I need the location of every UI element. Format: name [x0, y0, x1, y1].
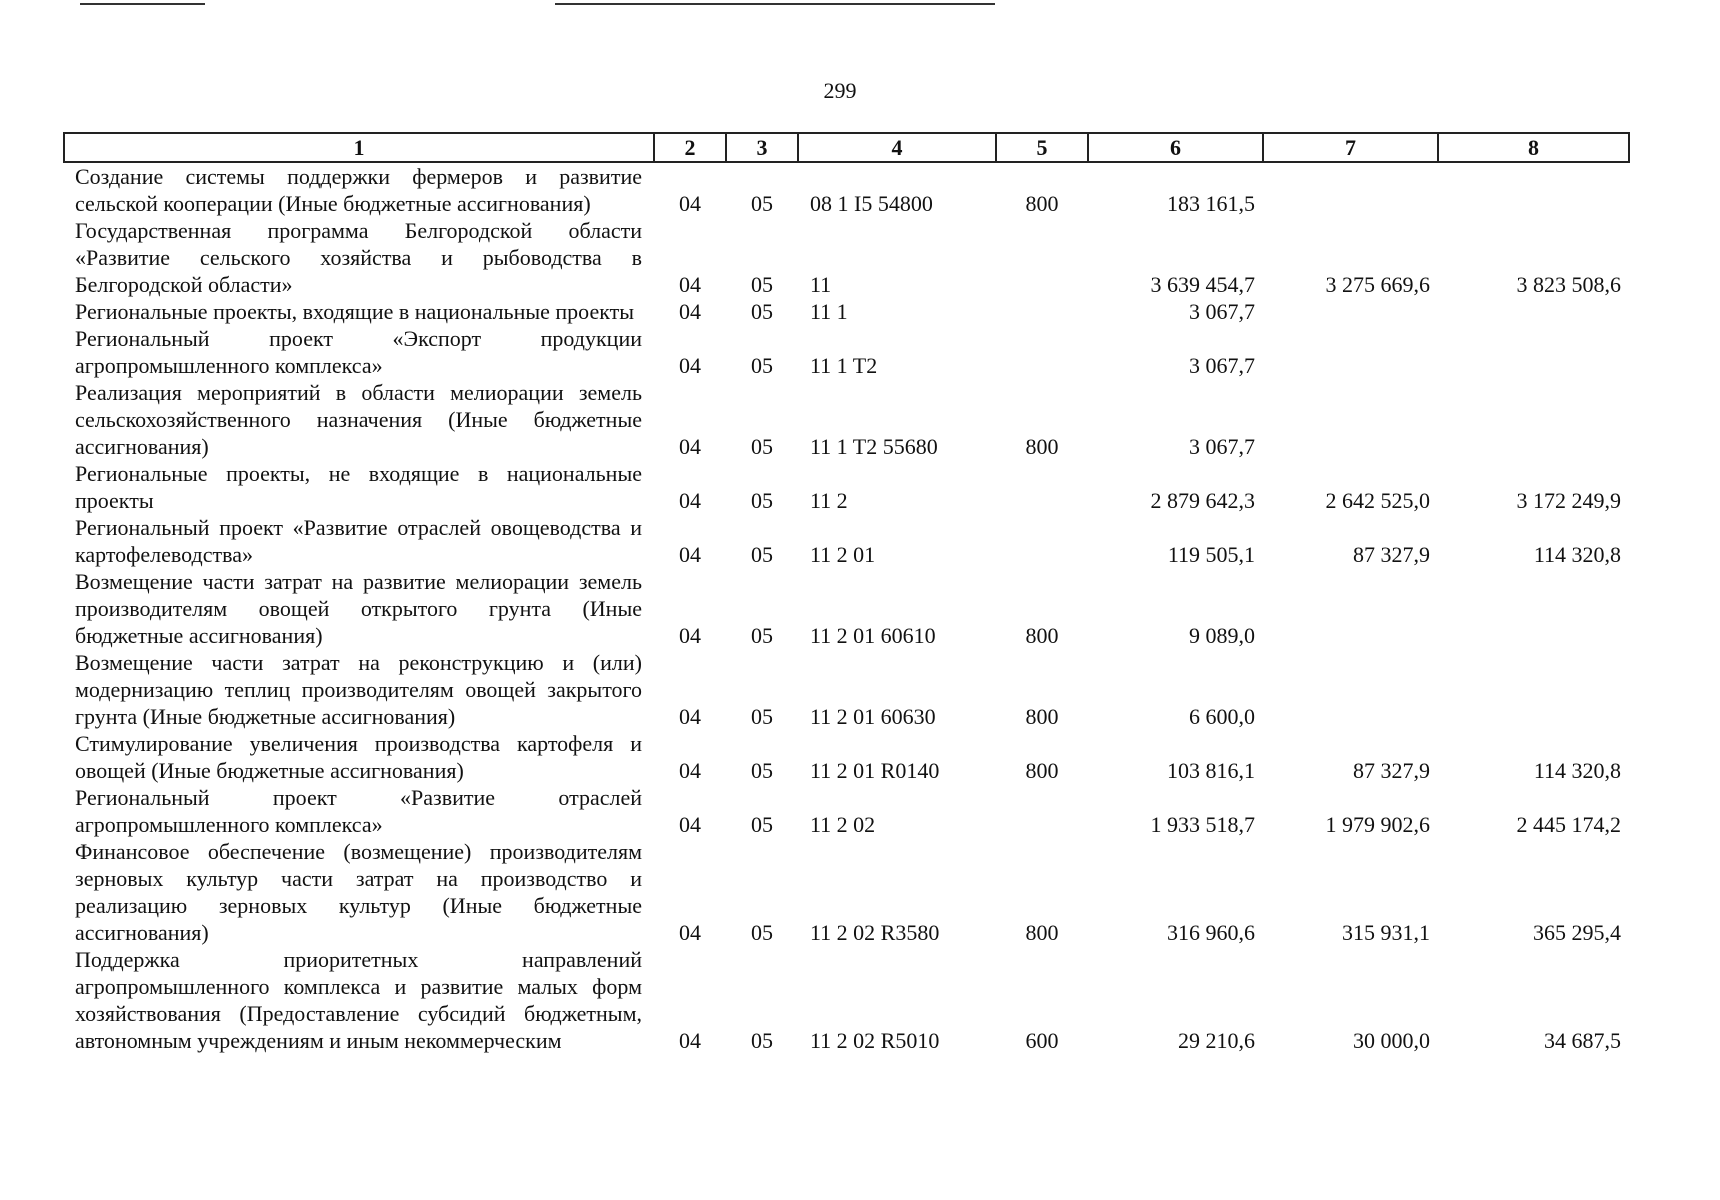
row-section: 04: [679, 488, 701, 513]
row-subsection: 05: [751, 920, 773, 945]
row-value-col6: 103 816,1: [1167, 758, 1255, 783]
header-col-3: 3: [726, 133, 798, 162]
row-code: 11 1 T2: [810, 353, 878, 378]
table-row: [64, 460, 1629, 514]
row-value-col7: 315 931,1: [1342, 920, 1430, 945]
row-section: 04: [679, 434, 701, 459]
row-value-col6: 3 067,7: [1189, 299, 1255, 324]
header-row: [64, 133, 1629, 162]
row-code: 11 2 01 R0140: [810, 758, 940, 783]
row-activity: 800: [1025, 704, 1059, 729]
row-value-col7: [1263, 568, 1438, 649]
row-code: 08 1 I5 54800: [810, 191, 933, 216]
table-row: [64, 784, 1629, 838]
row-name: Региональный проект «Развитие отраслей овощеводства и картофелеводства»: [75, 515, 642, 567]
row-value-col8: 3 172 249,9: [1516, 488, 1621, 513]
row-code: 11 2 01: [810, 542, 876, 567]
row-name: Стимулирование увеличения производства картофеля и овощей (Иные бюджетные ассигнования): [75, 731, 642, 783]
row-section: 04: [679, 191, 701, 216]
top-rule-right: [555, 3, 995, 5]
row-name: Финансовое обеспечение (возмещение) производителям зерновых культур части затрат на производство и реализацию зерновых культур (Иные бюджетные ассигнования): [75, 839, 642, 945]
row-activity: 800: [1025, 191, 1059, 216]
row-value-col8: 3 823 508,6: [1516, 272, 1621, 297]
table-row: [64, 649, 1629, 730]
table-row: [64, 379, 1629, 460]
row-subsection: 05: [751, 704, 773, 729]
row-activity: 800: [1025, 623, 1059, 648]
row-name: Реализация мероприятий в области мелиорации земель сельскохозяйственного назначения (Иные бюджетные ассигнования): [75, 380, 642, 459]
row-section: 04: [679, 1028, 701, 1053]
row-name: Создание системы поддержки фермеров и развитие сельской кооперации (Иные бюджетные ассигнования): [75, 164, 642, 216]
row-subsection: 05: [751, 1028, 773, 1053]
row-section: 04: [679, 623, 701, 648]
row-activity: [996, 217, 1088, 298]
header-col-2: 2: [654, 133, 726, 162]
row-value-col7: [1263, 325, 1438, 379]
row-value-col6: 316 960,6: [1167, 920, 1255, 945]
row-value-col6: 29 210,6: [1178, 1028, 1255, 1053]
table-row: [64, 217, 1629, 298]
row-value-col6: 6 600,0: [1189, 704, 1255, 729]
table-row: [64, 162, 1629, 217]
row-code: 11: [810, 272, 832, 297]
page-number: 299: [823, 78, 857, 103]
row-value-col8: 114 320,8: [1533, 542, 1621, 567]
row-value-col6: 3 067,7: [1189, 353, 1255, 378]
row-name: Возмещение части затрат на развитие мелиорации земель производителям овощей открытого грунта (Иные бюджетные ассигнования): [75, 569, 642, 648]
row-activity: 600: [1025, 1028, 1059, 1053]
row-activity: [996, 784, 1088, 838]
row-name: Региональные проекты, входящие в национальные проекты: [75, 299, 635, 324]
row-subsection: 05: [751, 488, 773, 513]
row-section: 04: [679, 758, 701, 783]
row-value-col7: [1263, 379, 1438, 460]
row-value-col6: 183 161,5: [1167, 191, 1255, 216]
row-value-col8: 2 445 174,2: [1516, 812, 1621, 837]
row-value-col8: [1438, 379, 1629, 460]
row-value-col7: [1263, 649, 1438, 730]
row-value-col8: [1438, 568, 1629, 649]
row-activity: 800: [1025, 758, 1059, 783]
top-rule-left: [80, 3, 205, 5]
row-value-col6: 2 879 642,3: [1150, 488, 1255, 513]
row-activity: [996, 298, 1088, 325]
row-value-col7: 87 327,9: [1353, 542, 1430, 567]
row-activity: 800: [1025, 920, 1059, 945]
row-subsection: 05: [751, 353, 773, 378]
row-value-col6: 119 505,1: [1167, 542, 1255, 567]
row-code: 11 2 02 R3580: [810, 920, 940, 945]
row-value-col6: 9 089,0: [1189, 623, 1255, 648]
table-body: [64, 162, 1629, 1054]
row-value-col7: [1263, 298, 1438, 325]
header-col-4: 4: [798, 133, 996, 162]
table-header: [64, 133, 1629, 162]
row-value-col8: 34 687,5: [1544, 1028, 1621, 1053]
row-name: Региональный проект «Экспорт продукции агропромышленного комплекса»: [75, 326, 642, 378]
row-code: 11 2 01 60610: [810, 623, 936, 648]
row-activity: [996, 514, 1088, 568]
row-value-col8: 365 295,4: [1533, 920, 1621, 945]
header-col-6: 6: [1088, 133, 1263, 162]
row-code: 11 2 02 R5010: [810, 1028, 940, 1053]
row-subsection: 05: [751, 812, 773, 837]
budget-table: [63, 132, 1630, 1054]
row-value-col7: [1263, 162, 1438, 217]
row-subsection: 05: [751, 299, 773, 324]
row-code: 11 2 02: [810, 812, 876, 837]
row-subsection: 05: [751, 623, 773, 648]
row-value-col7: 30 000,0: [1353, 1028, 1430, 1053]
row-section: 04: [679, 812, 701, 837]
row-subsection: 05: [751, 542, 773, 567]
row-value-col6: 3 639 454,7: [1150, 272, 1255, 297]
row-code: 11 1 T2 55680: [810, 434, 938, 459]
row-section: 04: [679, 704, 701, 729]
row-name: Возмещение части затрат на реконструкцию и (или) модернизацию теплиц производителям овощей закрытого грунта (Иные бюджетные ассигнования): [75, 650, 642, 729]
table-row: [64, 730, 1629, 784]
row-value-col7: 2 642 525,0: [1325, 488, 1430, 513]
row-code: 11 2: [810, 488, 848, 513]
header-col-8: 8: [1438, 133, 1629, 162]
table-row: [64, 838, 1629, 946]
row-value-col8: 114 320,8: [1533, 758, 1621, 783]
header-col-7: 7: [1263, 133, 1438, 162]
table-row: [64, 325, 1629, 379]
row-value-col8: [1438, 298, 1629, 325]
row-value-col6: 3 067,7: [1189, 434, 1255, 459]
row-code: 11 1: [810, 299, 848, 324]
table-row: [64, 568, 1629, 649]
row-section: 04: [679, 272, 701, 297]
row-name: Региональные проекты, не входящие в национальные проекты: [75, 461, 642, 513]
row-activity: [996, 325, 1088, 379]
row-subsection: 05: [751, 272, 773, 297]
table-row: [64, 946, 1629, 1054]
row-value-col8: [1438, 649, 1629, 730]
row-name: Поддержка приоритетных направлений агропромышленного комплекса и развитие малых форм хозяйствования (Предоставление субсидий бюджетным, автономным учреждениям и иным некоммерческим: [75, 947, 642, 1053]
row-value-col7: 87 327,9: [1353, 758, 1430, 783]
row-subsection: 05: [751, 758, 773, 783]
row-activity: 800: [1025, 434, 1059, 459]
row-value-col7: 1 979 902,6: [1325, 812, 1430, 837]
row-value-col8: [1438, 162, 1629, 217]
row-section: 04: [679, 542, 701, 567]
row-section: 04: [679, 353, 701, 378]
row-section: 04: [679, 920, 701, 945]
header-col-1: 1: [64, 133, 654, 162]
row-subsection: 05: [751, 191, 773, 216]
row-activity: [996, 460, 1088, 514]
row-value-col8: [1438, 325, 1629, 379]
row-name: Государственная программа Белгородской области «Развитие сельского хозяйства и рыбоводства в Белгородской области»: [75, 218, 642, 297]
table-row: [64, 298, 1629, 325]
row-section: 04: [679, 299, 701, 324]
table-row: [64, 514, 1629, 568]
row-value-col7: 3 275 669,6: [1325, 272, 1430, 297]
header-col-5: 5: [996, 133, 1088, 162]
row-name: Региональный проект «Развитие отраслей агропромышленного комплекса»: [75, 785, 642, 837]
row-code: 11 2 01 60630: [810, 704, 936, 729]
row-subsection: 05: [751, 434, 773, 459]
row-value-col6: 1 933 518,7: [1150, 812, 1255, 837]
